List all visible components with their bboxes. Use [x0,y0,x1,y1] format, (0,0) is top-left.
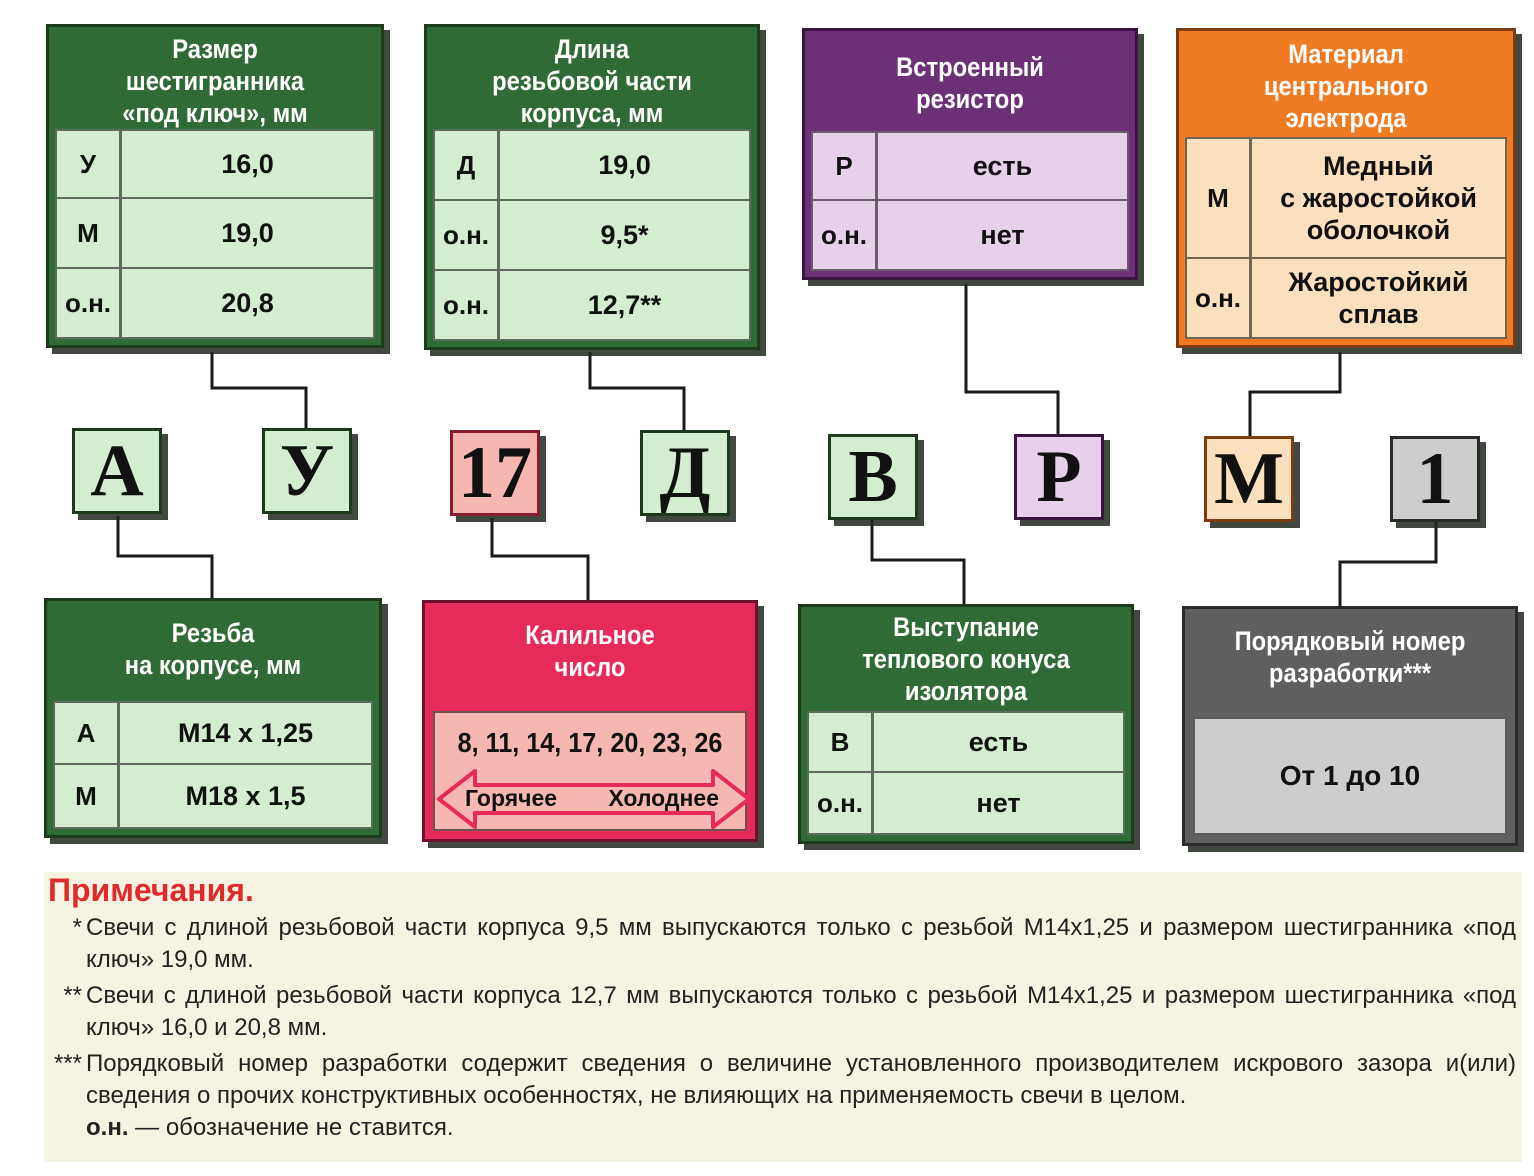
code-letter-thread: А [72,428,162,514]
serial-number-panel [1193,717,1507,835]
note-text: Порядковый номер разработки содержит сведения о величине установленного производителем искрового зазора и(или) сведения о прочих конструктивных особенностях, не влияющих на применяемость свечи в целом. [86,1050,1516,1109]
hex-size-box [46,24,384,348]
note-mark: ** [63,982,82,1009]
row-value: М18 х 1,5 [185,781,306,811]
thread-length-box [424,24,760,350]
legend-text: — обозначение не ставится. [128,1114,454,1141]
connector-thread-length [590,352,684,430]
table-row [433,269,751,341]
heat-number-title: Калильное число [525,620,655,682]
resistor-box [802,28,1138,280]
notes-title: Примечания. [48,872,254,908]
row-value: нет [980,220,1025,250]
table-row [807,711,1125,773]
connector-heat [492,518,588,600]
hex-size-title: Размер шестигранника «под ключ», мм [122,34,308,128]
row-code: У [57,131,122,197]
serial-number-range: От 1 до 10 [1279,760,1421,791]
code-letter-thread-length: Д [640,430,730,516]
table-row [55,129,375,199]
resistor-rows [805,133,1135,277]
row-code: о.н. [435,201,500,269]
row-code: о.н. [809,773,874,833]
thread-length-rows [427,131,757,347]
row-value: есть [972,151,1033,181]
note-legend [48,1112,1516,1144]
thread-title: Резьба на корпусе, мм [124,618,302,680]
table-row [53,763,373,829]
row-code: о.н. [1187,259,1252,337]
table-row [1185,137,1507,259]
table-row [55,197,375,269]
table-row [811,131,1129,201]
electrode-rows [1179,139,1513,345]
serial-number-box [1182,606,1518,846]
table-row [1185,257,1507,339]
row-value: 9,5* [600,220,649,250]
row-code: М [1187,139,1252,257]
connector-electrode [1250,352,1340,436]
heat-number-panel [433,711,747,831]
code-letter-resistor: Р [1014,434,1104,520]
cone-box [798,604,1134,844]
table-row [807,771,1125,835]
table-row [53,701,373,765]
cone-title: Выступание теплового конуса изолятора [862,612,1070,706]
row-code: о.н. [435,271,500,339]
row-code: А [55,703,120,763]
row-value: М14 х 1,25 [177,718,314,748]
connector-cone [872,520,964,604]
thread-box [44,598,382,838]
note-item [48,912,1516,976]
row-code: М [57,199,122,267]
thread-rows [47,703,379,835]
row-value: Жаростойкий сплав [1288,267,1469,329]
code-letter-hex: У [262,428,352,514]
connector-serial [1340,522,1436,606]
connector-hex [212,352,306,428]
code-heat-number: 17 [450,430,540,516]
cone-rows [801,713,1131,841]
note-text: Свечи с длиной резьбовой части корпуса 12,7 мм выпускаются только с резьбой М14х1,25 и размером шестигранника «под ключ» 16,0 и 20,8 мм. [86,982,1516,1041]
table-row [433,199,751,271]
thread-length-title: Длина резьбовой части корпуса, мм [492,34,692,128]
hex-size-rows [49,131,381,345]
connector-thread [118,516,212,598]
code-letter-cone: В [828,434,918,520]
note-item [48,980,1516,1044]
row-value: 12,7** [587,290,662,320]
row-value: нет [976,788,1021,818]
notes-section [44,872,1522,1162]
heat-number-box [422,600,758,842]
connector-resistor [966,284,1058,434]
row-value: есть [968,727,1029,757]
row-code: о.н. [813,201,878,269]
electrode-box [1176,28,1516,348]
heat-number-values: 8, 11, 14, 17, 20, 23, 26 [457,727,723,758]
note-legend-text [86,1112,1516,1144]
table-row [55,267,375,339]
note-mark: * [72,914,82,941]
row-value: 16,0 [221,149,274,179]
note-item [48,1048,1516,1112]
table-row [811,199,1129,271]
row-value: 20,8 [221,288,274,318]
cold-label: Холоднее [608,785,719,811]
row-code: Р [813,133,878,199]
hot-label: Горячее [465,785,558,811]
resistor-title: Встроенный резистор [896,52,1044,114]
row-code: о.н. [57,269,122,337]
row-value: Медный с жаростойкой оболочкой [1280,151,1477,245]
row-value: 19,0 [221,218,274,248]
row-code: Д [435,131,500,199]
row-value: 19,0 [598,150,651,180]
table-row [433,129,751,201]
legend-code: о.н. [86,1114,129,1141]
code-letter-electrode: М [1204,436,1294,522]
code-serial-number: 1 [1390,436,1480,522]
row-code: В [809,713,874,771]
electrode-title: Материал центрального электрода [1263,39,1429,133]
note-text: Свечи с длиной резьбовой части корпуса 9,5 мм выпускаются только с резьбой М14х1,25 и размером шестигранника «под ключ» 19,0 мм. [86,914,1516,973]
note-mark: *** [53,1050,82,1077]
serial-number-title: Порядковый номер разработки*** [1234,626,1466,688]
row-code: М [55,765,120,827]
